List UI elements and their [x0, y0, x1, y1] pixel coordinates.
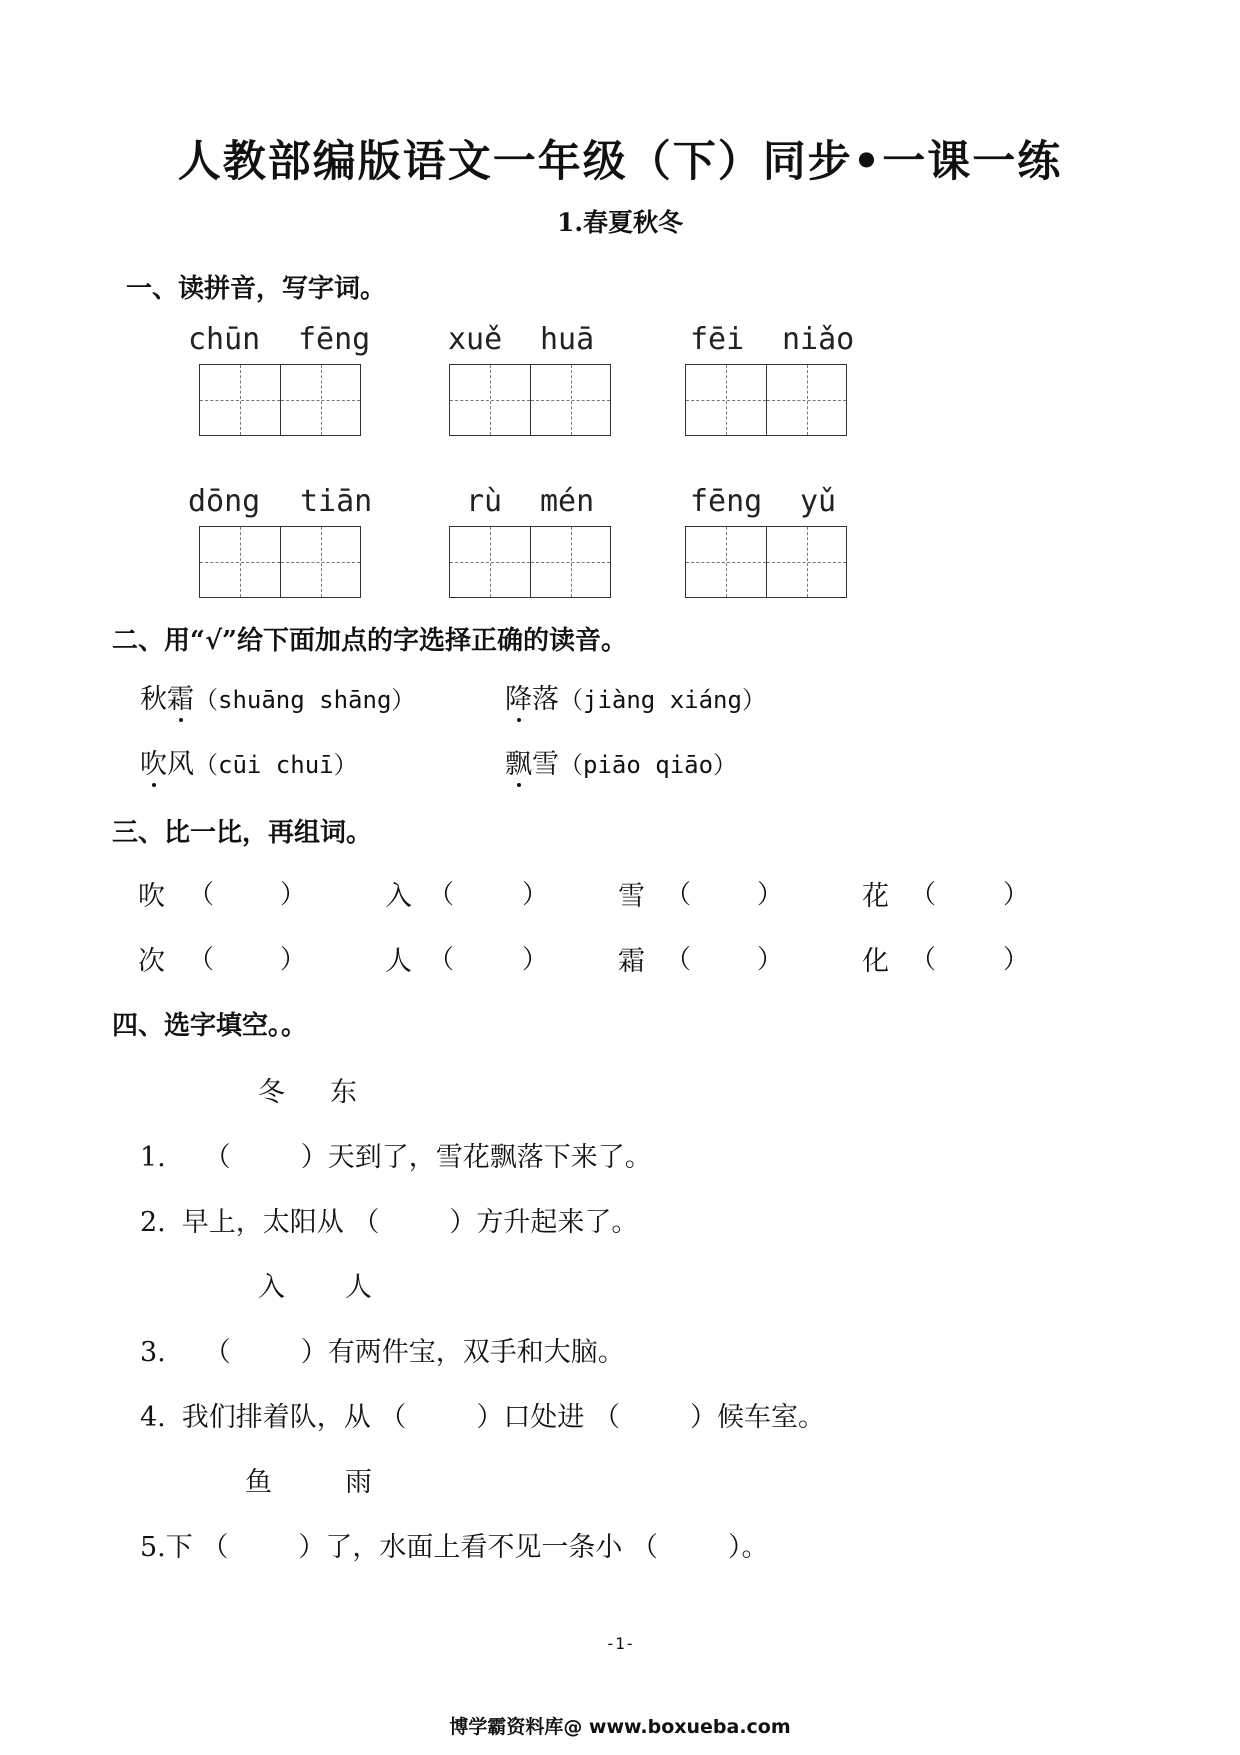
dotted-character: 降: [505, 677, 532, 716]
fill-question: 5.下 （ ）了，水面上看不见一条小 （ ）。: [140, 1532, 769, 1563]
section-3-heading: 三、比一比，再组词。: [112, 818, 373, 848]
reading-item: 降落（jiàng xiáng）: [505, 677, 766, 716]
reading-item: 吹风（cūi chuī）: [140, 742, 358, 781]
dotted-character: 吹: [140, 742, 167, 781]
choice-char: 雨: [345, 1467, 372, 1498]
fill-question: 2. 早上，太阳从 （ ）方升起来了。: [140, 1207, 639, 1238]
pinyin: niǎo: [782, 322, 855, 357]
writing-grid[interactable]: [449, 364, 611, 436]
compare-char: 化: [862, 946, 889, 977]
pinyin: mén: [540, 484, 595, 519]
pinyin: dōng: [188, 484, 261, 519]
reading-options[interactable]: （cūi chuī）: [194, 751, 358, 779]
page-title: 人教部编版语文一年级（下）同步•一课一练: [177, 137, 1063, 187]
choice-char: 人: [345, 1272, 372, 1303]
dotted-character: 飘: [505, 742, 532, 781]
writing-grid[interactable]: [449, 526, 611, 598]
pinyin: fēi: [690, 322, 745, 357]
choice-char: 东: [330, 1077, 357, 1108]
section-4-heading: 四、选字填空。。: [112, 1011, 308, 1041]
lesson-title: 1.春夏秋冬: [556, 208, 684, 237]
writing-grid[interactable]: [199, 526, 361, 598]
choice-char: 入: [258, 1272, 285, 1303]
pinyin: fēng: [690, 484, 763, 519]
pinyin: xuě: [448, 322, 503, 357]
compare-char: 霜: [618, 946, 645, 977]
writing-grid[interactable]: [199, 364, 361, 436]
pinyin: tiān: [300, 484, 373, 519]
reading-options[interactable]: （shuāng shāng）: [194, 686, 416, 714]
pinyin: chūn: [188, 322, 261, 357]
compare-char: 入: [385, 881, 412, 912]
page-number: -1-: [605, 1634, 635, 1653]
pinyin: fēng: [298, 322, 371, 357]
fill-question: 1. （ ）天到了，雪花飘落下来了。: [140, 1142, 652, 1173]
fill-question: 4. 我们排着队，从 （ ）口处进 （ ）候车室。: [140, 1402, 825, 1433]
compare-char: 花: [862, 881, 889, 912]
choice-char: 鱼: [245, 1467, 272, 1498]
pinyin: yǔ: [800, 484, 837, 519]
pinyin: rù: [466, 484, 503, 519]
reading-options[interactable]: （piāo qiāo）: [559, 751, 738, 779]
fill-question: 3. （ ）有两件宝，双手和大脑。: [140, 1337, 625, 1368]
writing-grid[interactable]: [685, 364, 847, 436]
pinyin: huā: [540, 322, 595, 357]
reading-item: 秋霜（shuāng shāng）: [140, 677, 415, 716]
section-1-heading: 一、读拼音，写字词。: [126, 274, 387, 304]
section-2-heading: 二、用“√”给下面加点的字选择正确的读音。: [112, 626, 627, 656]
compare-char: 次: [138, 946, 165, 977]
compare-char: 吹: [138, 881, 165, 912]
writing-grid[interactable]: [685, 526, 847, 598]
source-watermark: 博学霸资料库@ www.boxueba.com: [449, 1716, 791, 1738]
compare-char: 人: [385, 946, 412, 977]
dotted-character: 霜: [167, 677, 194, 716]
reading-options[interactable]: （jiàng xiáng）: [559, 686, 766, 714]
reading-item: 飘雪（piāo qiāo）: [505, 742, 737, 781]
compare-char: 雪: [618, 881, 645, 912]
choice-char: 冬: [258, 1077, 285, 1108]
